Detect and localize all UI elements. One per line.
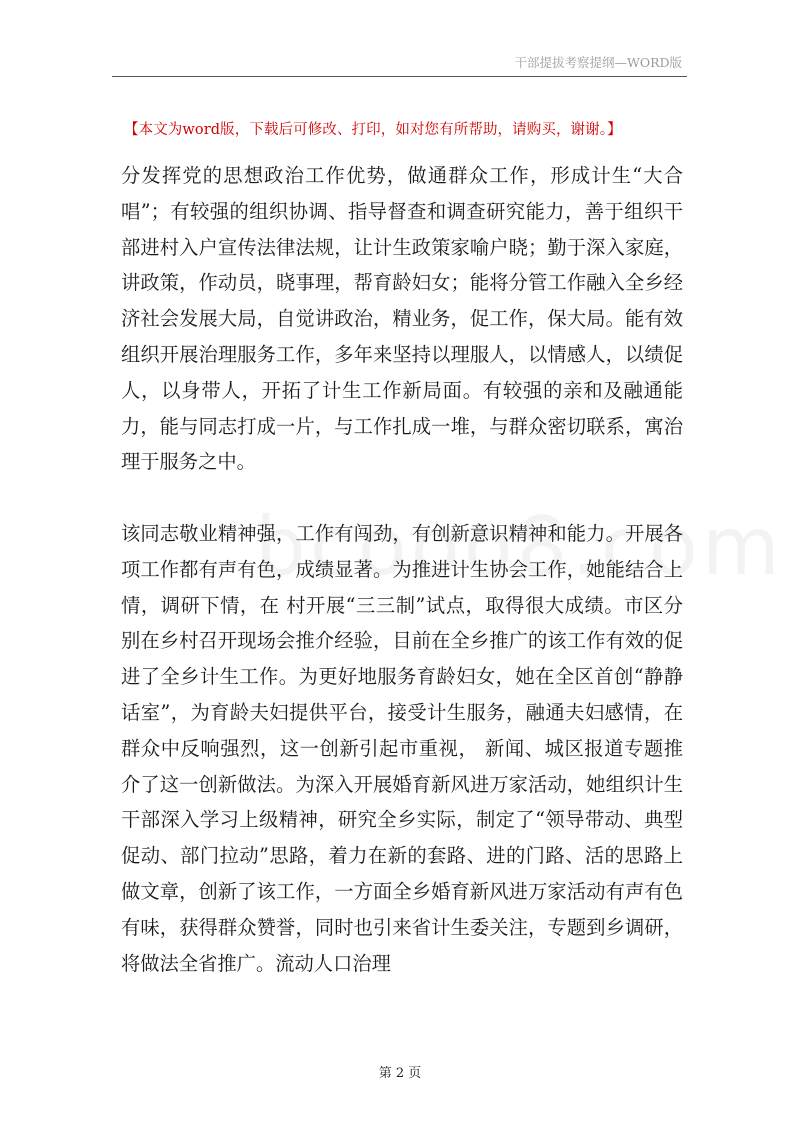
header-divider — [112, 76, 687, 77]
document-body — [121, 158, 683, 981]
body-paragraph-1: 分发挥党的思想政治工作优势，做通群众工作，形成计生“大合唱”；有较强的组织协调、指导督查和调查研究能力，善于组织干部进村入户宣传法律法规，让计生政策家喻户晓；勤于深入家庭，讲政策，作动员，晓事理，帮育龄妇女；能将分管工作融入全乡经济社会发展大局，自觉讲政治，精业务，促工作，保大局。能有效组织开展治理服务工作，多年来坚持以理服人，以情感人，以绩促人，以身带人，开拓了计生工作新局面。有较强的亲和及融通能力，能与同志打成一片，与工作扎成一堆，与群众密切联系，寓治理于服务之中。 — [121, 164, 683, 474]
body-paragraph-2: 该同志敬业精神强，工作有闯劲，有创新意识精神和能力。开展各项工作都有声有色，成绩显著。为推进计生协会工作，她能结合上情，调研下情，在 村开展“三三制”试点，取得很大成绩。市区分别在乡村召开现场会推介经验，目前在全乡推广的该工作有效的促进了全乡计生工作。为更好地服务育龄妇女，她在全区首创“静静话室”，为育龄夫妇提供平台，接受计生服务，融通夫妇感情，在群众中反响强烈，这一创新引起市重视， 新闻、城区报道专题推介了这一创新做法。为深入开展婚育新风进万家活动，她组织计生干部深入学习上级精神，研究全乡实际，制定了“领导带动、典型促动、部门拉动”思路，着力在新的套路、进的门路、活的思路上做文章，创新了该工作，一方面全乡婚育新风进万家活动有声有色有味，获得群众赞誉，同时也引来省计生委关注，专题到乡调研，将做法全省推广。流动人口治理 — [121, 521, 683, 975]
page-number: 第 2 页 — [378, 1066, 422, 1081]
purchase-notice: 【本文为word版，下载后可修改、打印，如对您有所帮助，请购买，谢谢。】 — [124, 122, 622, 138]
header-title: 干部提拔考察提纲—WORD版 — [514, 55, 682, 70]
paragraph-spacer — [121, 480, 683, 516]
